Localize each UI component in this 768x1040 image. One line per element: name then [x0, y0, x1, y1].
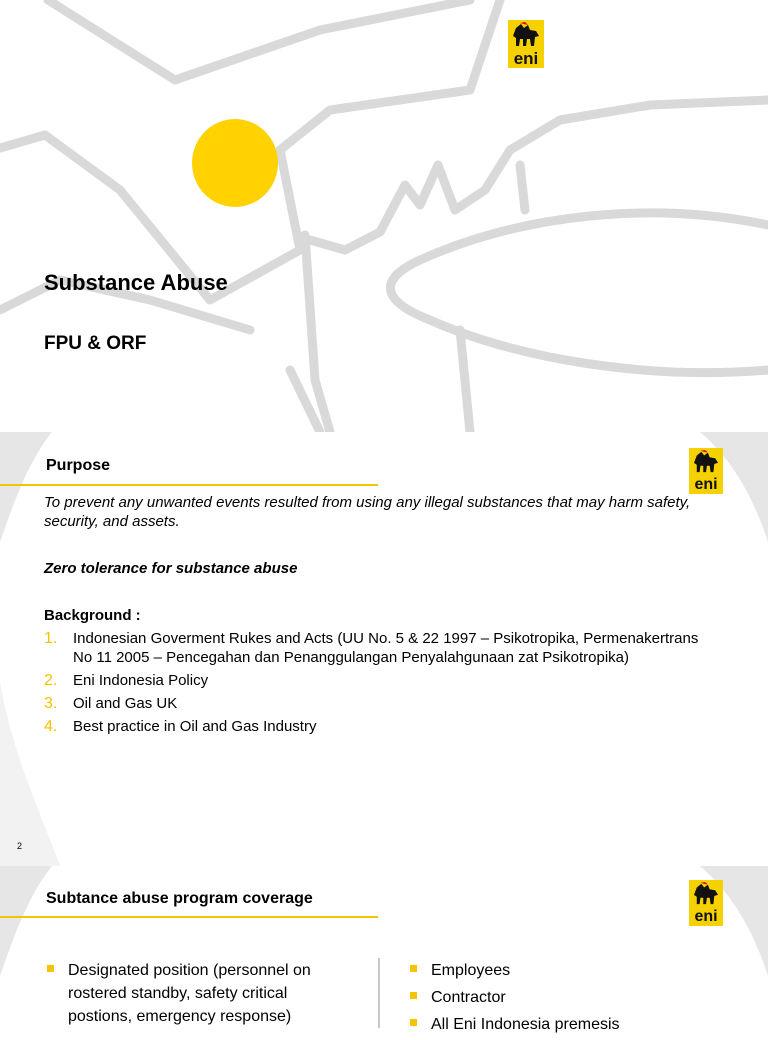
list-item [44, 629, 704, 667]
six-legged-dog-icon [691, 450, 721, 474]
background-outline-graphic [0, 0, 768, 432]
list-item [407, 1013, 737, 1036]
presentation-subtitle: FPU & ORF [44, 333, 147, 354]
heading-underline [0, 484, 378, 486]
list-number: 4. [44, 718, 58, 735]
list-item-text: Oil and Gas UK [73, 695, 178, 712]
eni-logo-word: eni [694, 476, 718, 493]
bullet-square-icon [410, 965, 417, 972]
heading-underline [0, 916, 378, 918]
background-label: Background : [44, 607, 141, 624]
list-item-text: Designated position (personnel on rostered standby, safety critical postions, emergency response) [68, 962, 311, 1025]
zero-tolerance-statement: Zero tolerance for substance abuse [44, 560, 298, 577]
list-item [44, 717, 704, 736]
column-divider [378, 958, 380, 1028]
coverage-left-list [44, 959, 344, 1032]
eni-logo-word: eni [694, 908, 718, 925]
purpose-description: To prevent any unwanted events resulted from using any illegal substances that may harm safety, security, and assets. [44, 494, 691, 530]
coverage-heading: Subtance abuse program coverage [46, 890, 313, 907]
purpose-heading: Purpose [46, 457, 111, 474]
purpose-slide [0, 432, 768, 866]
bullet-square-icon [47, 965, 54, 972]
page-number: 2 [17, 841, 23, 851]
list-item-text: Contractor [431, 989, 506, 1006]
bullet-square-icon [410, 992, 417, 999]
list-number: 2. [44, 672, 58, 689]
list-item [407, 986, 737, 1009]
coverage-slide [0, 866, 768, 1033]
list-item [44, 694, 704, 713]
list-number: 1. [44, 630, 58, 647]
list-item-text: Indonesian Goverment Rukes and Acts (UU No. 5 & 22 1997 – Psikotropika, Permenakertrans No 11 2005 – Pencegahan dan Penanggulangan Penyalahgunaan zat Psikotropika) [73, 630, 699, 666]
presentation-title: Substance Abuse [44, 270, 228, 295]
six-legged-dog-icon [691, 882, 721, 906]
list-item-text: All Eni Indonesia premesis [431, 1016, 620, 1033]
list-item-text: Employees [431, 962, 511, 979]
eni-logo-word: eni [513, 49, 539, 68]
list-item-text: Best practice in Oil and Gas Industry [73, 718, 317, 735]
eni-logo [689, 448, 723, 494]
eni-logo [508, 20, 544, 68]
list-number: 3. [44, 695, 58, 712]
yellow-circle [192, 119, 278, 207]
list-item [44, 671, 704, 690]
list-item [407, 959, 737, 982]
list-item [44, 959, 344, 1028]
title-slide [0, 0, 768, 432]
six-legged-dog-icon [510, 22, 542, 48]
coverage-right-list [407, 959, 737, 1040]
background-list [44, 629, 704, 740]
bullet-square-icon [410, 1019, 417, 1026]
eni-logo [689, 880, 723, 926]
list-item-text: Eni Indonesia Policy [73, 672, 209, 689]
